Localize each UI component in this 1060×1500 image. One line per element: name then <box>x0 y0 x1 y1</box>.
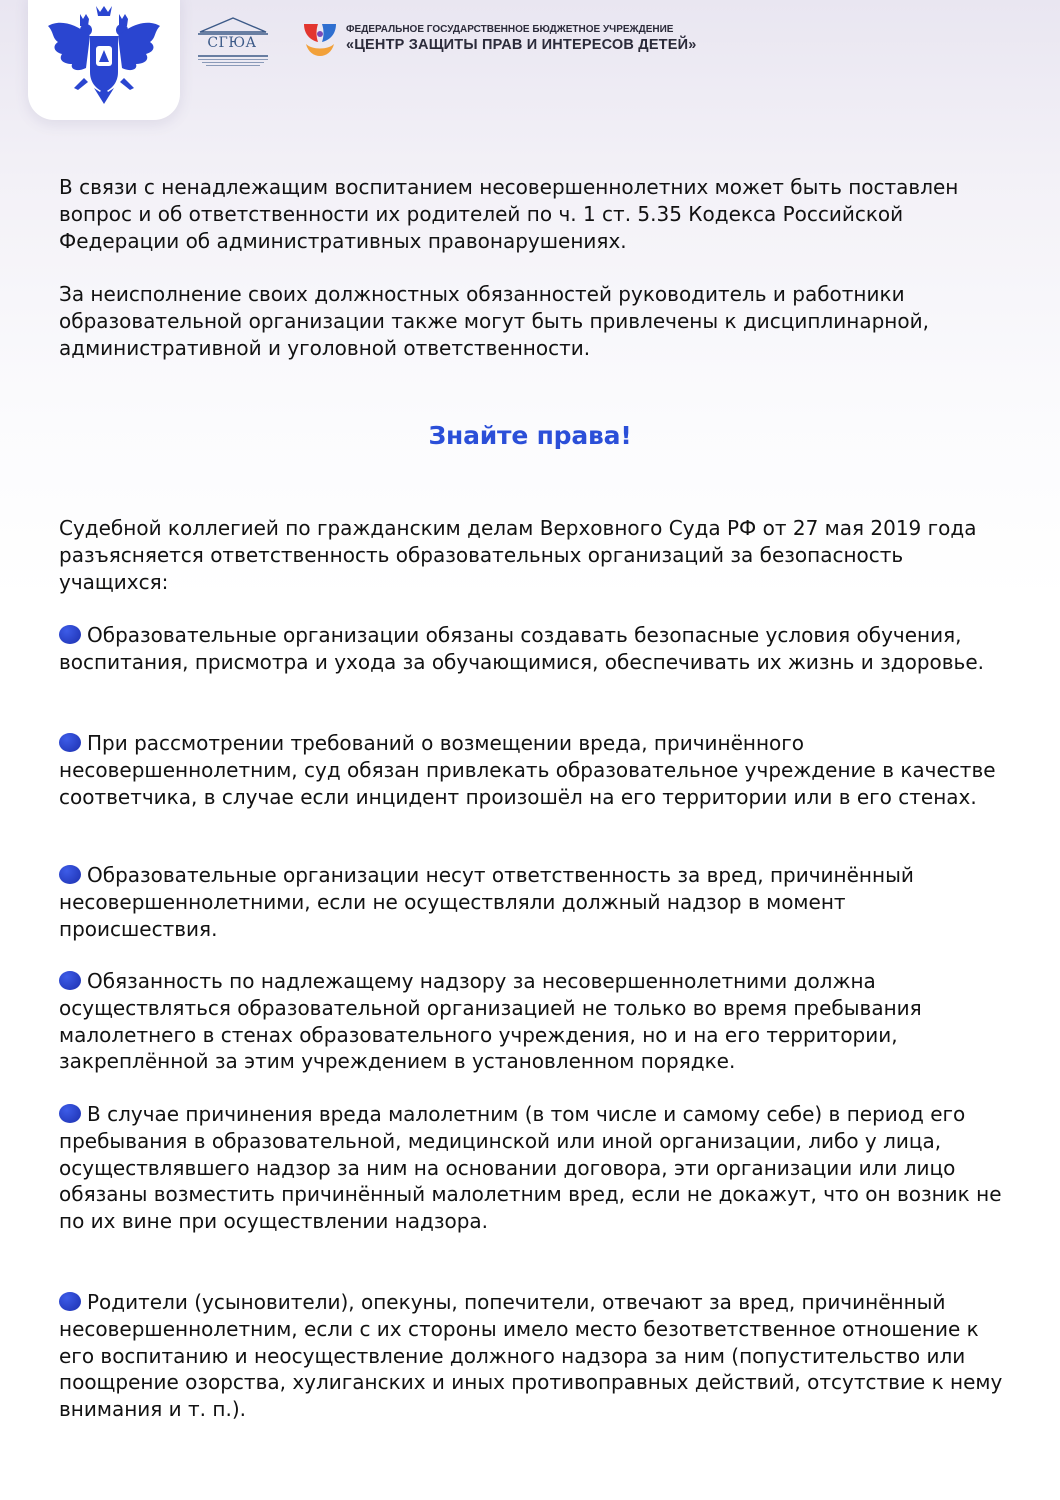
intro-paragraph-2: За неисполнение своих должностных обязанностей руководитель и работники образовательной организации также могут быть привлечены к дисциплинарной, административной и уголовной ответственности. <box>59 282 929 360</box>
page-header <box>0 0 1060 120</box>
bullet-dot-icon <box>59 1104 81 1123</box>
emblem-card <box>28 0 180 120</box>
list-item <box>59 968 1009 1075</box>
bullet-dot-icon <box>59 625 81 644</box>
sgua-abbreviation: СГЮА <box>207 35 257 51</box>
list-item-text: В случае причинения вреда малолетним (в том числе и самому себе) в период его пребывания в образовательной, медицинской или иной организации, либо у лица, осуществлявшего надзор за ним на основании договора, эти организации или лицо обязаны возместить причинённый малолетним вред, если не докажут, что он возник не по их вине при осуществлении надзора. <box>59 1102 1002 1234</box>
list-item-text: При рассмотрении требований о возмещении вреда, причинённого несовершеннолетним, суд обязан привлекать образовательное учреждение в качестве соответчика, в случае если инцидент произошёл на его территории или в его стенах. <box>59 731 996 809</box>
org-name-line2: «ЦЕНТР ЗАЩИТЫ ПРАВ И ИНТЕРЕСОВ ДЕТЕЙ» <box>346 37 697 53</box>
intro-paragraph-1: В связи с ненадлежащим воспитанием несовершеннолетних может быть поставлен вопрос и об ответственности их родителей по ч. 1 ст. 5.35 Кодекса Российской Федерации об административных правонарушениях. <box>59 175 959 253</box>
coat-of-arms-icon <box>44 2 164 108</box>
list-item-text: Образовательные организации обязаны создавать безопасные условия обучения, воспитания, присмотра и ухода за обучающимися, обеспечивать их жизнь и здоровье. <box>59 623 984 674</box>
center-logo <box>300 18 340 62</box>
bullet-dot-icon <box>59 1292 81 1311</box>
bullet-dot-icon <box>59 971 81 990</box>
org-name-line1: ФЕДЕРАЛЬНОЕ ГОСУДАРСТВЕННОЕ БЮДЖЕТНОЕ УЧРЕЖДЕНИЕ <box>346 24 674 35</box>
bullet-dot-icon <box>59 733 81 752</box>
bullet-dot-icon <box>59 865 81 884</box>
list-item <box>59 730 1009 810</box>
list-item <box>59 1289 1009 1423</box>
list-item-text: Обязанность по надлежащему надзору за несовершеннолетними должна осуществляться образовательной организацией не только во время пребывания малолетнего в стенах образовательного учреждения, но и на его территории, закреплённой за этим учреждением в установленном порядке. <box>59 969 922 1074</box>
list-item <box>59 862 1009 942</box>
section-heading: Знайте права! <box>428 421 632 450</box>
list-item-text: Родители (усыновители), опекуны, попечители, отвечают за вред, причинённый несовершеннолетним, если с их стороны имело место безответственное отношение к его воспитанию и неосуществление должного надзора за ним (попустительство или поощрение озорства, хулиганских и иных противоправных действий, отсутствие к нему внимания и т. п.). <box>59 1290 1003 1422</box>
list-item <box>59 622 1009 676</box>
section-lead: Судебной коллегией по гражданским делам Верховного Суда РФ от 27 мая 2019 года разъясняется ответственность образовательных организаций за безопасность учащихся: <box>59 516 977 594</box>
center-logo-icon <box>300 18 340 58</box>
list-item <box>59 1101 1009 1235</box>
list-item-text: Образовательные организации несут ответственность за вред, причинённый несовершеннолетними, если не осуществляли должный надзор в момент происшествия. <box>59 863 914 941</box>
